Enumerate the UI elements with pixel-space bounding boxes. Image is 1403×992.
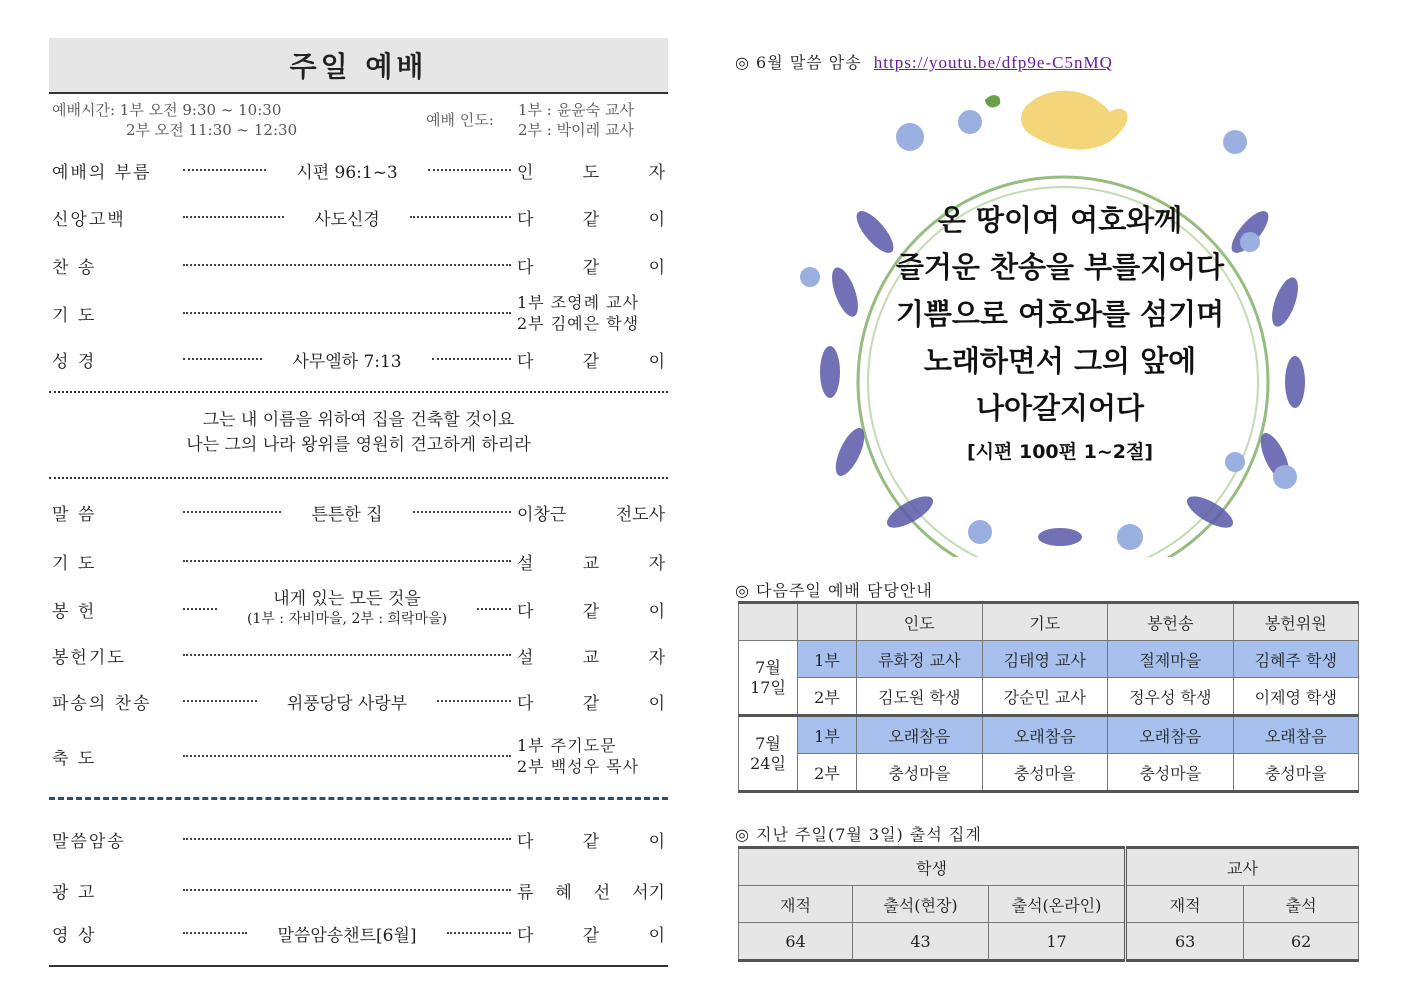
duty-cell: 정우성 학생 <box>1108 678 1234 716</box>
order-row <box>52 252 665 278</box>
duty-cell: 김도원 학생 <box>857 678 983 716</box>
order-who-line: 2부 백성우 목사 <box>517 757 640 776</box>
group-teacher: 교사 <box>1126 848 1359 886</box>
order-row <box>52 293 665 333</box>
order-row <box>52 688 665 714</box>
order-who-part: 교 <box>582 647 600 668</box>
leader-dots <box>183 358 262 360</box>
order-who-part: 다 <box>517 693 534 714</box>
wreath-line-3: 기쁨으로 여호와를 섬기며 <box>895 297 1225 331</box>
order-label: 기 도 <box>52 305 97 326</box>
order-who-part: 이 <box>648 351 665 372</box>
duty-cell: 오래참음 <box>1108 716 1234 754</box>
leader-dots <box>183 838 511 840</box>
order-who-part: 다 <box>517 209 534 230</box>
order-label: 찬 송 <box>52 257 97 278</box>
order-label: 말 씀 <box>52 504 97 525</box>
order-who <box>517 597 665 622</box>
attend-header: 재적 <box>739 886 853 923</box>
order-who-part: 같 <box>582 693 600 714</box>
leader-2: 2부 : 박이레 교사 <box>518 121 634 139</box>
order-row <box>52 346 665 372</box>
order-middle: 시편 96:1~3 <box>296 162 398 183</box>
order-row <box>52 548 665 574</box>
wreath-line-4: 노래하면서 그의 앞에 <box>923 344 1197 378</box>
duty-cell: 충성마을 <box>1233 754 1359 792</box>
order-who-part: 류 <box>517 882 534 903</box>
attend-value: 64 <box>739 923 853 961</box>
part-cell: 1부 <box>798 716 857 754</box>
order-who <box>517 347 665 372</box>
duty-cell: 오래참음 <box>1233 716 1359 754</box>
week-date: 7월 17일 <box>739 641 798 716</box>
order-row <box>52 877 665 903</box>
order-who-part: 이 <box>648 209 666 230</box>
next-header: 인도 <box>857 603 983 641</box>
dash-divider <box>49 797 668 800</box>
leader-dots <box>183 216 284 218</box>
order-who-part: 혜 <box>555 882 572 903</box>
part-cell: 2부 <box>798 678 857 716</box>
leader-dots <box>437 700 511 702</box>
time-1: 1부 오전 9:30 ~ 10:30 <box>119 101 282 119</box>
order-who-part: 도 <box>582 162 600 183</box>
order-who <box>517 158 665 183</box>
leader-dots <box>183 560 511 562</box>
next-title: ◎ 다음주일 예배 담당안내 <box>735 581 933 600</box>
order-who-part: 다 <box>517 925 534 946</box>
order-who-part: 인 <box>517 162 534 183</box>
attend-header: 재적 <box>1126 886 1244 923</box>
duty-cell: 충성마을 <box>857 754 983 792</box>
order-middle: 사도신경 <box>314 209 380 230</box>
order-who-part: 같 <box>582 925 600 946</box>
order-who-part: 같 <box>582 209 600 230</box>
wreath-image <box>780 82 1340 557</box>
next-header: 기도 <box>982 603 1108 641</box>
order-who-part: 다 <box>517 257 534 278</box>
order-row <box>52 920 665 946</box>
order-who <box>517 827 665 852</box>
leader-dots <box>477 608 511 610</box>
group-student: 학생 <box>739 848 1126 886</box>
order-label: 영 상 <box>52 925 97 946</box>
time-2: 2부 오전 11:30 ~ 12:30 <box>126 121 298 139</box>
order-who-part: 이 <box>648 257 665 278</box>
order-who-part: 이 <box>648 831 665 852</box>
order-who-part: 설 <box>517 553 534 574</box>
leader-dots <box>432 358 511 360</box>
wreath-line-2: 즐거운 찬송을 부를지어다 <box>895 250 1225 284</box>
wreath-line-1: 온 땅이여 여호와께 <box>937 203 1183 237</box>
part-cell: 1부 <box>798 641 857 678</box>
leader-label: 예배 인도: <box>426 111 494 129</box>
leader-dots <box>447 932 511 934</box>
order-middle: 사무엘하 7:13 <box>292 351 402 372</box>
order-who-part: 이 <box>648 601 665 622</box>
dotted-divider <box>49 477 668 479</box>
order-label: 성 경 <box>52 351 97 372</box>
leader-dots <box>183 169 266 171</box>
memory-link[interactable]: https://youtu.be/dfp9e-C5nMQ <box>873 53 1113 72</box>
attend-table <box>738 846 1359 962</box>
attend-header: 출석(현장) <box>853 886 989 923</box>
order-who-line: 1부 주기도문 <box>517 736 617 755</box>
order-who <box>517 689 665 714</box>
order-who-part: 교 <box>582 553 600 574</box>
memory-section <box>735 50 1113 73</box>
duty-cell: 충성마을 <box>982 754 1108 792</box>
order-who-part: 자 <box>648 162 666 183</box>
duty-cell: 절제마을 <box>1108 641 1234 678</box>
order-row <box>52 204 665 230</box>
order-who-part: 전도사 <box>615 504 665 525</box>
order-label: 축 도 <box>52 748 97 769</box>
page-title: 주일 예배 <box>49 38 668 94</box>
order-row <box>52 157 665 183</box>
leader-dots <box>410 216 511 218</box>
order-who <box>517 878 665 903</box>
attend-title: ◎ 지난 주일(7월 3일) 출석 집계 <box>735 825 982 844</box>
duty-cell: 오래참음 <box>982 716 1108 754</box>
attend-value: 62 <box>1244 923 1359 961</box>
duty-cell: 충성마을 <box>1108 754 1234 792</box>
dotted-divider <box>49 391 668 393</box>
order-label: 파송의 찬송 <box>52 693 152 714</box>
order-row <box>52 589 665 627</box>
leader-1: 1부 : 윤윤숙 교사 <box>518 101 634 119</box>
order-who-part: 이 <box>648 693 666 714</box>
leader-dots <box>183 889 511 891</box>
order-who-part: 같 <box>582 257 600 278</box>
order-who-part: 자 <box>648 553 665 574</box>
order-middle-line: 내게 있는 모든 것을 <box>273 589 421 609</box>
attend-value: 63 <box>1126 923 1244 961</box>
order-label: 기 도 <box>52 553 97 574</box>
order-who <box>517 643 665 668</box>
order-label: 말씀암송 <box>52 831 126 852</box>
leader-dots <box>183 755 511 757</box>
order-who-part: 같 <box>582 351 600 372</box>
order-middle <box>223 589 471 629</box>
order-who-part: 이창근 <box>517 504 567 525</box>
leader-dots <box>183 700 257 702</box>
attend-header: 출석 <box>1244 886 1359 923</box>
order-label: 봉 헌 <box>52 601 97 622</box>
order-label: 광 고 <box>52 882 97 903</box>
order-row <box>52 826 665 852</box>
order-who <box>517 292 665 334</box>
wreath-text <box>780 197 1340 472</box>
order-who <box>517 500 665 525</box>
order-row <box>52 499 665 525</box>
duty-cell: 김태영 교사 <box>982 641 1108 678</box>
order-middle: 튼튼한 집 <box>311 504 383 525</box>
order-middle: 위풍당당 사랑부 <box>286 693 408 714</box>
order-middle-sub: (1부 : 자비마을, 2부 : 희락마을) <box>246 611 448 627</box>
verse-line-1: 그는 내 이름을 위하여 집을 건축할 것이요 <box>202 410 515 430</box>
order-who-part: 자 <box>648 647 665 668</box>
time-label: 예배시간: <box>52 101 116 119</box>
order-who-part: 같 <box>582 831 600 852</box>
next-header: 봉헌송 <box>1108 603 1234 641</box>
duty-cell: 오래참음 <box>857 716 983 754</box>
leader-dots <box>428 169 511 171</box>
next-header: 봉헌위원 <box>1233 603 1359 641</box>
order-who-part: 다 <box>517 351 534 372</box>
wreath-line-5: 나아갈지어다 <box>975 391 1145 425</box>
week-date: 7월 24일 <box>739 716 798 792</box>
leader-dots <box>183 608 217 610</box>
order-who-part: 이 <box>648 925 666 946</box>
order-who-part: 다 <box>517 601 534 622</box>
order-who <box>517 253 665 278</box>
order-label: 신앙고백 <box>52 209 126 230</box>
leader-dots <box>413 511 511 513</box>
verse-line-2: 나는 그의 나라 왕위를 영원히 견고하게 하리라 <box>186 435 531 455</box>
duty-cell: 강순민 교사 <box>982 678 1108 716</box>
attend-header: 출석(온라인) <box>989 886 1126 923</box>
leader-dots <box>183 654 511 656</box>
attend-value: 17 <box>989 923 1126 961</box>
wreath-ref: [시편 100편 1~2절] <box>966 441 1154 463</box>
order-label: 예배의 부름 <box>52 162 152 183</box>
order-row <box>52 736 665 776</box>
order-who-part: 같 <box>582 601 600 622</box>
order-middle: 말씀암송챈트[6월] <box>277 925 417 946</box>
order-who <box>517 205 665 230</box>
duty-cell: 류화정 교사 <box>857 641 983 678</box>
memory-title: ◎ 6월 말씀 암송 <box>735 53 862 72</box>
leader-dots <box>183 511 281 513</box>
leader-dots <box>183 264 511 266</box>
bottom-rule <box>49 965 668 967</box>
order-who-line: 1부 조영례 교사 <box>517 293 640 312</box>
verse <box>49 408 668 458</box>
part-cell: 2부 <box>798 754 857 792</box>
duty-cell: 이제영 학생 <box>1233 678 1359 716</box>
order-who <box>517 549 665 574</box>
order-label: 봉헌기도 <box>52 647 126 668</box>
worship-time <box>52 100 297 140</box>
duty-cell: 김혜주 학생 <box>1233 641 1359 678</box>
order-who <box>517 735 665 777</box>
attend-value: 43 <box>853 923 989 961</box>
order-who-part: 설 <box>517 647 534 668</box>
leader-dots <box>183 932 247 934</box>
order-who-part: 다 <box>517 831 534 852</box>
order-row <box>52 642 665 668</box>
next-table <box>738 601 1359 793</box>
order-who-part: 선 <box>593 882 611 903</box>
order-who-line: 2부 김예은 학생 <box>517 314 640 333</box>
order-who-part: 서기 <box>632 882 665 903</box>
order-who <box>517 921 665 946</box>
leader-dots <box>183 312 511 314</box>
